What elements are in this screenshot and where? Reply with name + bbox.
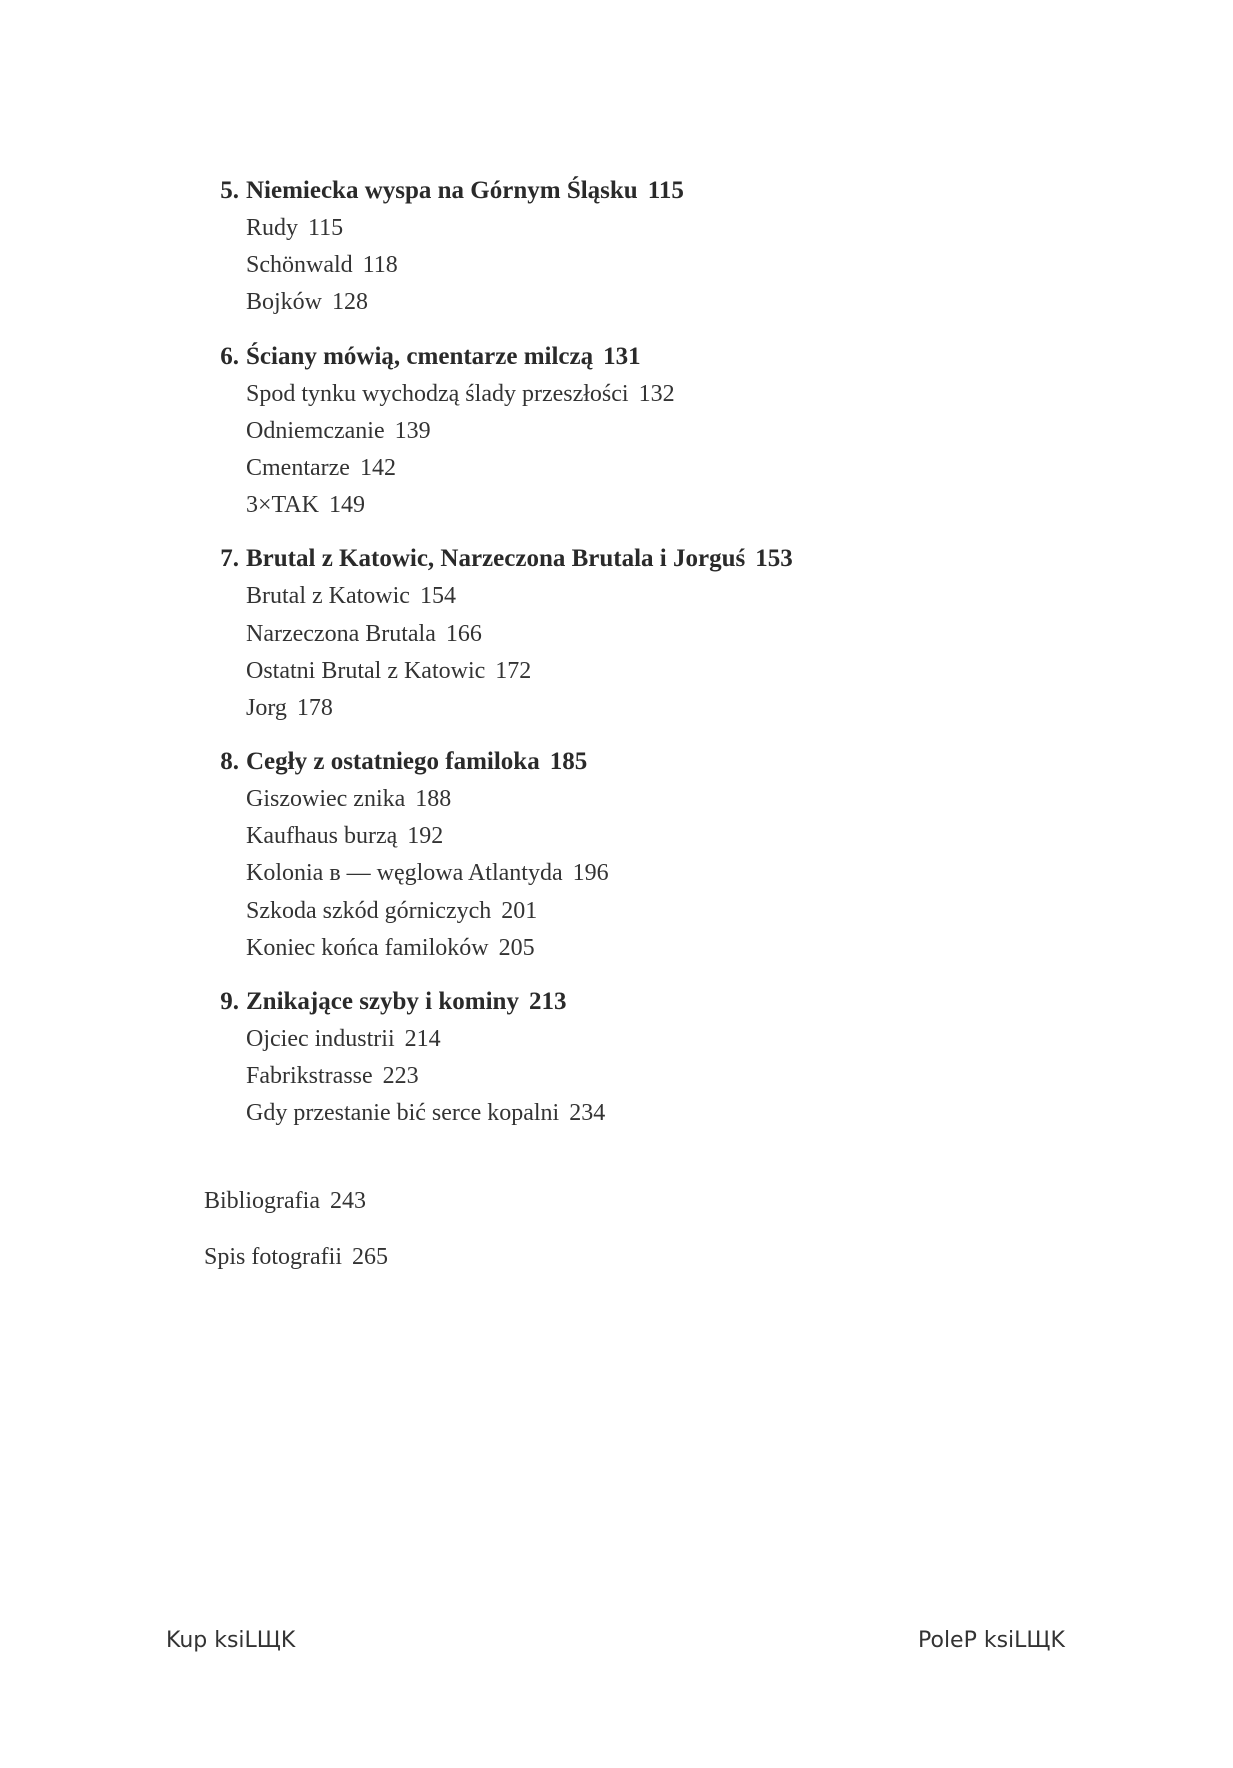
chapter-number: 9. xyxy=(220,988,239,1015)
section-page: 154 xyxy=(419,583,456,610)
section-title: Brutal z Katowic xyxy=(246,583,410,610)
section-page: 201 xyxy=(501,897,538,924)
chapter-number: 5. xyxy=(220,177,239,204)
section-page: 128 xyxy=(332,289,369,316)
section-entry xyxy=(0,1058,1233,1095)
section-entry xyxy=(0,487,1233,524)
section-entry xyxy=(0,653,1233,690)
chapter-title: Znikające szyby i kominy xyxy=(246,988,519,1015)
section-entry xyxy=(0,413,1233,450)
chapter-9 xyxy=(0,983,1233,1133)
section-title: Gdy przestanie bić serce kopalni xyxy=(246,1100,560,1127)
section-entry xyxy=(0,578,1233,615)
chapter-title: Ściany mówią, cmentarze milczą xyxy=(246,342,594,370)
section-entry xyxy=(0,818,1233,855)
section-entry xyxy=(0,893,1233,930)
section-page: 205 xyxy=(498,934,535,961)
section-entry xyxy=(0,930,1233,967)
section-title: Ostatni Brutal z Katowic xyxy=(246,657,486,684)
section-page: 172 xyxy=(495,657,532,684)
section-title: Jorg xyxy=(246,694,287,721)
section-entry xyxy=(0,247,1233,284)
backmatter-title: Bibliografia xyxy=(204,1188,320,1214)
chapter-number: 6. xyxy=(220,342,239,370)
chapter-heading xyxy=(0,172,1233,210)
section-title: Fabrikstrasse xyxy=(246,1063,373,1090)
chapter-8 xyxy=(0,743,1233,967)
section-entry xyxy=(0,1095,1233,1132)
section-title: Rudy xyxy=(246,215,299,241)
section-title: Szkoda szkód górniczych xyxy=(246,897,492,924)
chapter-title: Brutal z Katowic, Narzeczona Brutala i Jorguś xyxy=(246,545,746,573)
section-title: Schönwald xyxy=(246,252,353,279)
backmatter-page: 265 xyxy=(352,1244,388,1270)
section-page: 223 xyxy=(382,1063,419,1090)
backmatter-title: Spis fotografii xyxy=(204,1244,342,1270)
section-page: 234 xyxy=(569,1100,606,1127)
section-page: 139 xyxy=(394,417,431,444)
chapter-heading xyxy=(0,743,1233,781)
section-title: Giszowiec znika xyxy=(246,786,406,813)
chapter-title: Cegły z ostatniego familoka xyxy=(246,748,540,776)
section-entry xyxy=(0,616,1233,653)
chapter-heading xyxy=(0,540,1233,578)
chapter-6 xyxy=(0,338,1233,525)
section-page: 192 xyxy=(407,823,444,850)
backmatter-bibliography xyxy=(204,1188,904,1215)
chapter-page: 153 xyxy=(755,545,793,573)
section-entry xyxy=(0,376,1233,413)
backmatter-photo-list xyxy=(204,1244,904,1271)
chapter-number: 8. xyxy=(220,748,239,776)
chapter-heading xyxy=(0,983,1233,1021)
section-title: Kolonia ʙ — węglowa Atlantyda xyxy=(246,860,563,887)
section-entry xyxy=(0,855,1233,892)
chapter-heading xyxy=(0,338,1233,376)
section-title: Koniec końca familoków xyxy=(246,934,489,961)
backmatter-page: 243 xyxy=(329,1188,366,1214)
section-title: Odniemczanie xyxy=(246,417,385,444)
chapter-number: 7. xyxy=(220,545,239,573)
section-page: 178 xyxy=(296,694,333,721)
chapter-title: Niemiecka wyspa na Górnym Śląsku xyxy=(246,177,638,204)
chapter-page: 185 xyxy=(549,748,588,776)
section-page: 142 xyxy=(359,454,396,481)
section-page: 196 xyxy=(572,860,609,887)
section-page: 118 xyxy=(362,252,398,279)
chapter-page: 213 xyxy=(528,988,567,1015)
section-page: 115 xyxy=(308,215,344,241)
chapter-page: 115 xyxy=(647,177,684,204)
section-entry xyxy=(0,284,1233,321)
section-entry xyxy=(0,690,1233,727)
section-entry xyxy=(0,450,1233,487)
section-page: 188 xyxy=(415,786,452,813)
chapter-5 xyxy=(0,172,1233,322)
section-title: Cmentarze xyxy=(246,454,350,481)
chapter-page: 131 xyxy=(603,342,641,370)
section-title: Kaufhaus burzą xyxy=(246,823,398,850)
footer-recommend-book-link[interactable]: PoleP ksiLЩK xyxy=(918,1628,1065,1653)
chapter-7 xyxy=(0,540,1233,727)
footer-buy-book-link[interactable]: Kup ksiLЩK xyxy=(166,1628,296,1653)
table-of-contents xyxy=(0,172,1233,1149)
section-entry xyxy=(0,1021,1233,1058)
section-title: Narzeczona Brutala xyxy=(246,620,436,647)
section-entry xyxy=(0,210,1233,247)
section-title: 3×TAK xyxy=(246,492,319,519)
section-title: Bojków xyxy=(246,289,323,316)
section-page: 149 xyxy=(328,492,365,519)
section-entry xyxy=(0,781,1233,818)
section-page: 214 xyxy=(404,1026,441,1052)
section-title: Spod tynku wychodzą ślady przeszłości xyxy=(246,380,629,407)
section-page: 132 xyxy=(638,380,675,407)
section-page: 166 xyxy=(445,620,482,647)
section-title: Ojciec industrii xyxy=(246,1026,395,1052)
